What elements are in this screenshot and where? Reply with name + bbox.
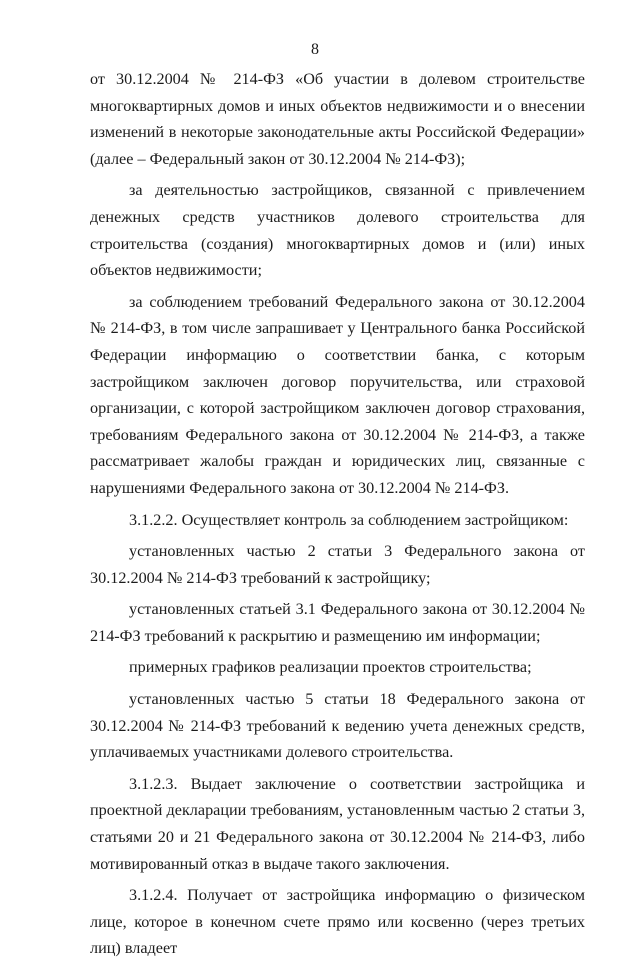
- paragraph-section-3-1-2-3: 3.1.2.3. Выдает заключение о соответствии застройщика и проектной декларации требованиям, установленным частью 2 статьи 3, статьями 20 и 21 Федерального закона от 30.12.2004 № 214-ФЗ, либо мотивированный отказ в выдаче такого заключения.: [90, 774, 585, 873]
- paragraph-law-reference-continuation: от 30.12.2004 № 214-ФЗ «Об участии в долевом строительстве многоквартирных домов и иных объектов недвижимости и о внесении изменений в некоторые законодательные акты Российской Федерации» (далее – Федеральный закон от 30.12.2004 № 214-ФЗ);: [90, 70, 585, 168]
- paragraph-section-3-1-2-2: 3.1.2.2. Осуществляет контроль за соблюдением застройщиком:: [129, 510, 569, 529]
- page-number: 8: [311, 41, 319, 58]
- paragraph-control-law-compliance: за соблюдением требований Федерального закона от 30.12.2004 № 214-ФЗ, в том числе запрашивает у Центрального банка Российской Федерации информацию о соответствии банка, с которым застройщиком заключен договор поручительства, или страховой организации, с которой застройщиком заключен договор страхования, требованиям Федерального закона от 30.12.2004 № 214-ФЗ, а также рассматривает жалобы граждан и юридических лиц, связанные с нарушениями Федерального закона от 30.12.2004 № 214-ФЗ.: [90, 292, 585, 497]
- paragraph-control-developers-activity: за деятельностью застройщиков, связанной с привлечением денежных средств участников долевого строительства для строительства (создания) многоквартирных домов и (или) иных объектов недвижимости;: [90, 181, 585, 280]
- paragraph-section-3-1-2-4: 3.1.2.4. Получает от застройщика информацию о физическом лице, которое в конечном счете прямо или косвенно (через третьих лиц) владеет: [90, 886, 585, 958]
- paragraph-requirements-to-developer: установленных частью 2 статьи 3 Федерального закона от 30.12.2004 № 214-ФЗ требований к застройщику;: [90, 542, 585, 587]
- paragraph-funds-accounting: установленных частью 5 статьи 18 Федерального закона от 30.12.2004 № 214-ФЗ требований к ведению учета денежных средств, уплачиваемых участниками долевого строительства.: [90, 690, 585, 762]
- paragraph-construction-schedules: примерных графиков реализации проектов строительства;: [129, 658, 532, 677]
- document-body: [90, 66, 585, 962]
- paragraph-disclosure-requirements: установленных статьей 3.1 Федерального закона от 30.12.2004 № 214-ФЗ требований к раскрытию и размещению им информации;: [90, 600, 585, 645]
